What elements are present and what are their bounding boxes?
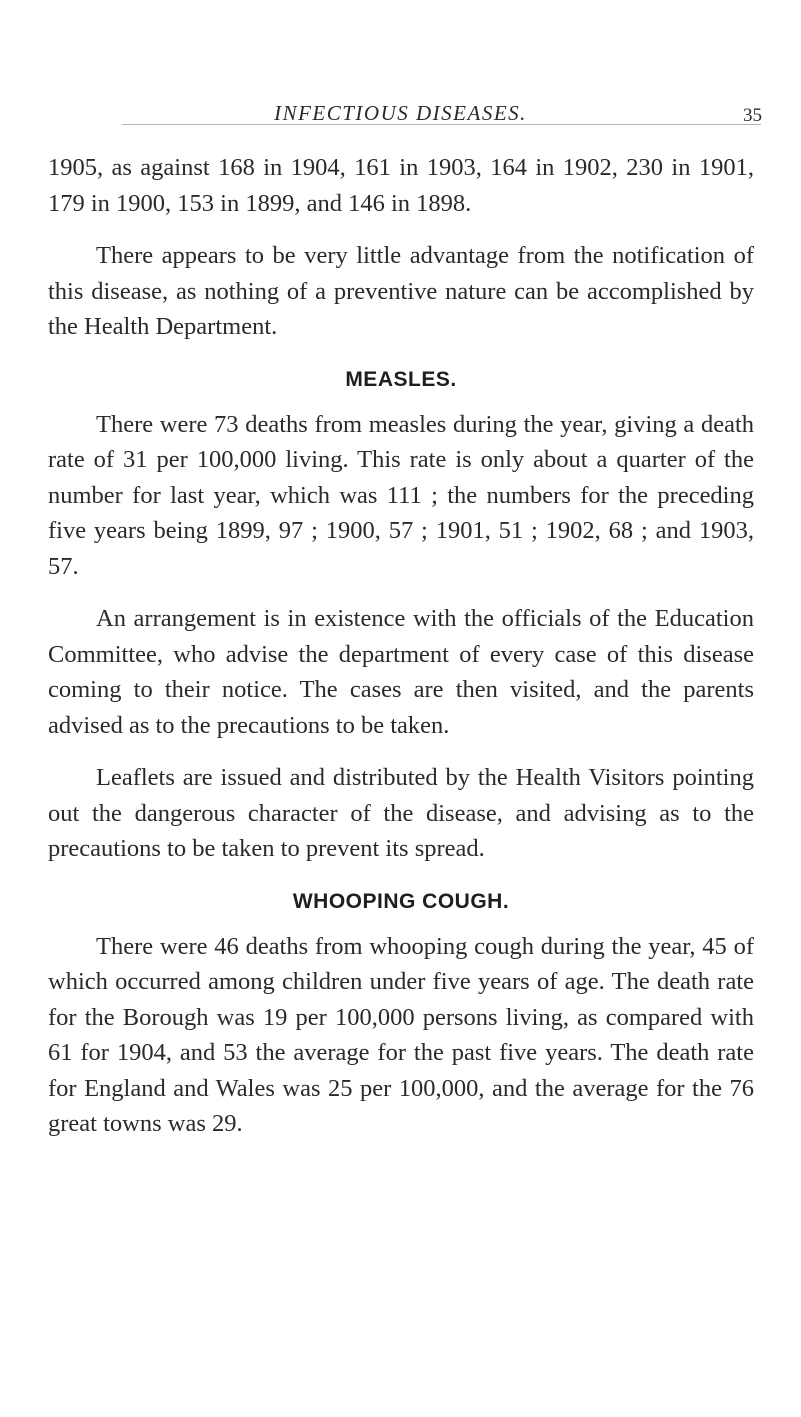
page-number: 35 <box>743 105 762 126</box>
section-heading-measles: MEASLES. <box>345 367 457 391</box>
header-rule <box>122 124 761 125</box>
running-header <box>0 95 801 125</box>
paragraph-notification: There appears to be very little advantage from the notification of this disease, as nothing of a preventive nature can be accomplished by the Health Department. <box>48 242 754 340</box>
body-text <box>48 150 754 1142</box>
running-title: INFECTIOUS DISEASES. <box>274 101 527 125</box>
paragraph-whooping-cough-deaths: There were 46 deaths from whooping cough during the year, 45 of which occurred among children under five years of age. The death rate for the Borough was 19 per 100,000 persons living, as compared with 61 for 1904, and 53 the average for the past five years. The death rate for England and Wales was 25 per 100,000, and the average for the 76 great towns was 29. <box>48 932 754 1137</box>
paragraph-measles-deaths: There were 73 deaths from measles during the year, giving a death rate of 31 per 100,000 living. This rate is only about a quarter of the number for last year, which was 111 ; the numbers for the preceding five years being 1899, 97 ; 1900, 57 ; 1901, 51 ; 1902, 68 ; and 1903, 57. <box>48 410 754 580</box>
paragraph-measles-arrangement: An arrangement is in existence with the officials of the Education Committee, who advise the department of every case of this disease coming to their notice. The cases are then visited, and the parents advised as to the precautions to be taken. <box>48 605 754 739</box>
section-heading-whooping-cough: WHOOPING COUGH. <box>292 889 510 913</box>
paragraph-intro-continued: 1905, as against 168 in 1904, 161 in 1903, 164 in 1902, 230 in 1901, 179 in 1900, 153 in 1899, and 146 in 1898. <box>48 154 754 217</box>
paragraph-measles-leaflets: Leaflets are issued and distributed by the Health Visitors pointing out the dangerous character of the disease, and advising as to the precautions to be taken to prevent its spread. <box>48 764 754 862</box>
